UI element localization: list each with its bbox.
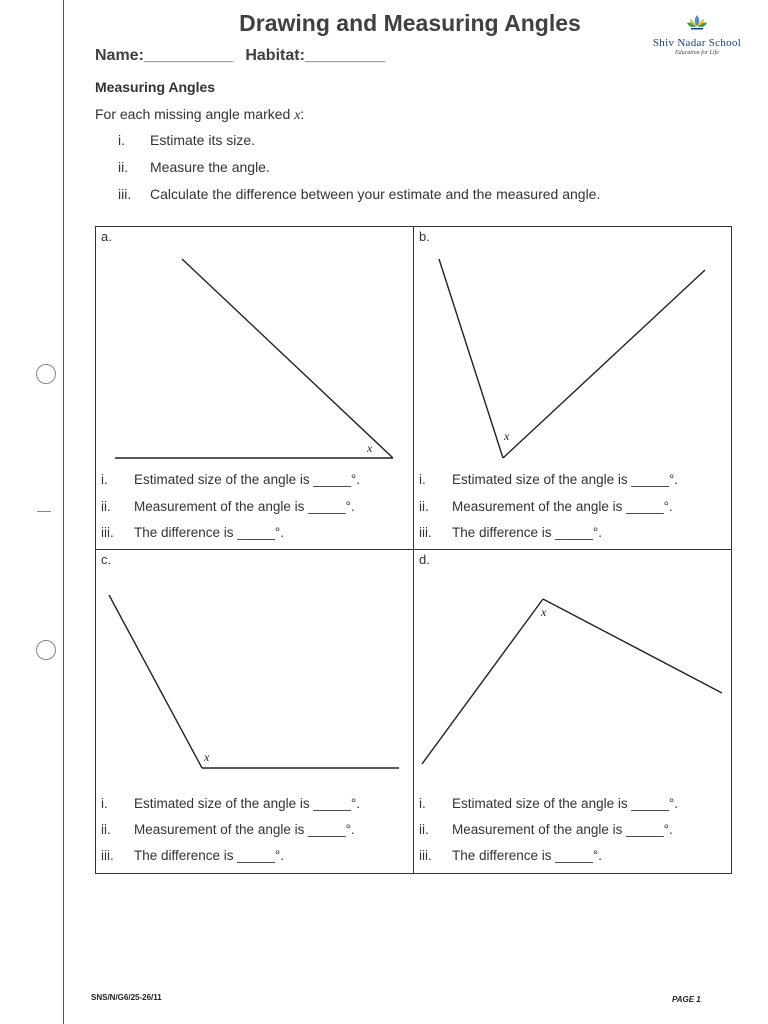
school-name: Shiv Nadar School [652, 37, 742, 49]
intro-text: For each missing angle marked [95, 106, 295, 122]
school-tagline: Education for Life [675, 50, 719, 56]
question-line: i. Estimated size of the angle is _____°. [101, 796, 361, 811]
intro-variable: x [294, 108, 301, 123]
question-line: iii. The difference is _____°. [101, 848, 284, 863]
question-line: ii. Measurement of the angle is _____°. [419, 822, 673, 837]
instruction-step: ii. Measure the angle. [118, 159, 270, 175]
intro-end: : [300, 106, 305, 122]
angle-figure-a [115, 259, 393, 458]
angle-mark-c: x [204, 750, 210, 764]
question-line: ii. Measurement of the angle is _____°. [419, 499, 673, 514]
section-heading: Measuring Angles [95, 79, 216, 95]
angle-figure-b [439, 259, 705, 458]
instruction-step: i. Estimate its size. [118, 132, 256, 148]
question-line: ii. Measurement of the angle is _____°. [101, 822, 355, 837]
angle-mark-d: x [541, 605, 547, 619]
page-title: Drawing and Measuring Angles [239, 10, 581, 36]
question-line: ii. Measurement of the angle is _____°. [101, 499, 355, 514]
question-line: i. Estimated size of the angle is _____°. [101, 472, 361, 487]
document-code: SNS/N/G6/25-26/11 [91, 993, 162, 1002]
habitat-field: Habitat:_________ [245, 47, 385, 64]
cell-label-d: d. [419, 552, 430, 567]
angle-mark-b: x [504, 429, 510, 443]
name-field: Name:__________ [95, 47, 233, 64]
instruction-step: iii. Calculate the difference between your estimate and the measured angle. [118, 186, 601, 202]
question-line: iii. The difference is _____°. [419, 848, 602, 863]
angle-mark-a: x [367, 441, 373, 455]
angle-figure-c [109, 595, 399, 768]
question-line: iii. The difference is _____°. [419, 525, 602, 540]
question-line: i. Estimated size of the angle is _____°. [419, 796, 679, 811]
question-line: i. Estimated size of the angle is _____°. [419, 472, 679, 487]
cell-label-a: a. [101, 229, 112, 244]
cell-label-c: c. [101, 552, 112, 567]
angle-figure-d [422, 599, 722, 764]
question-line: iii. The difference is _____°. [101, 525, 284, 540]
page-number: PAGE 1 [672, 995, 701, 1004]
cell-label-b: b. [419, 229, 430, 244]
